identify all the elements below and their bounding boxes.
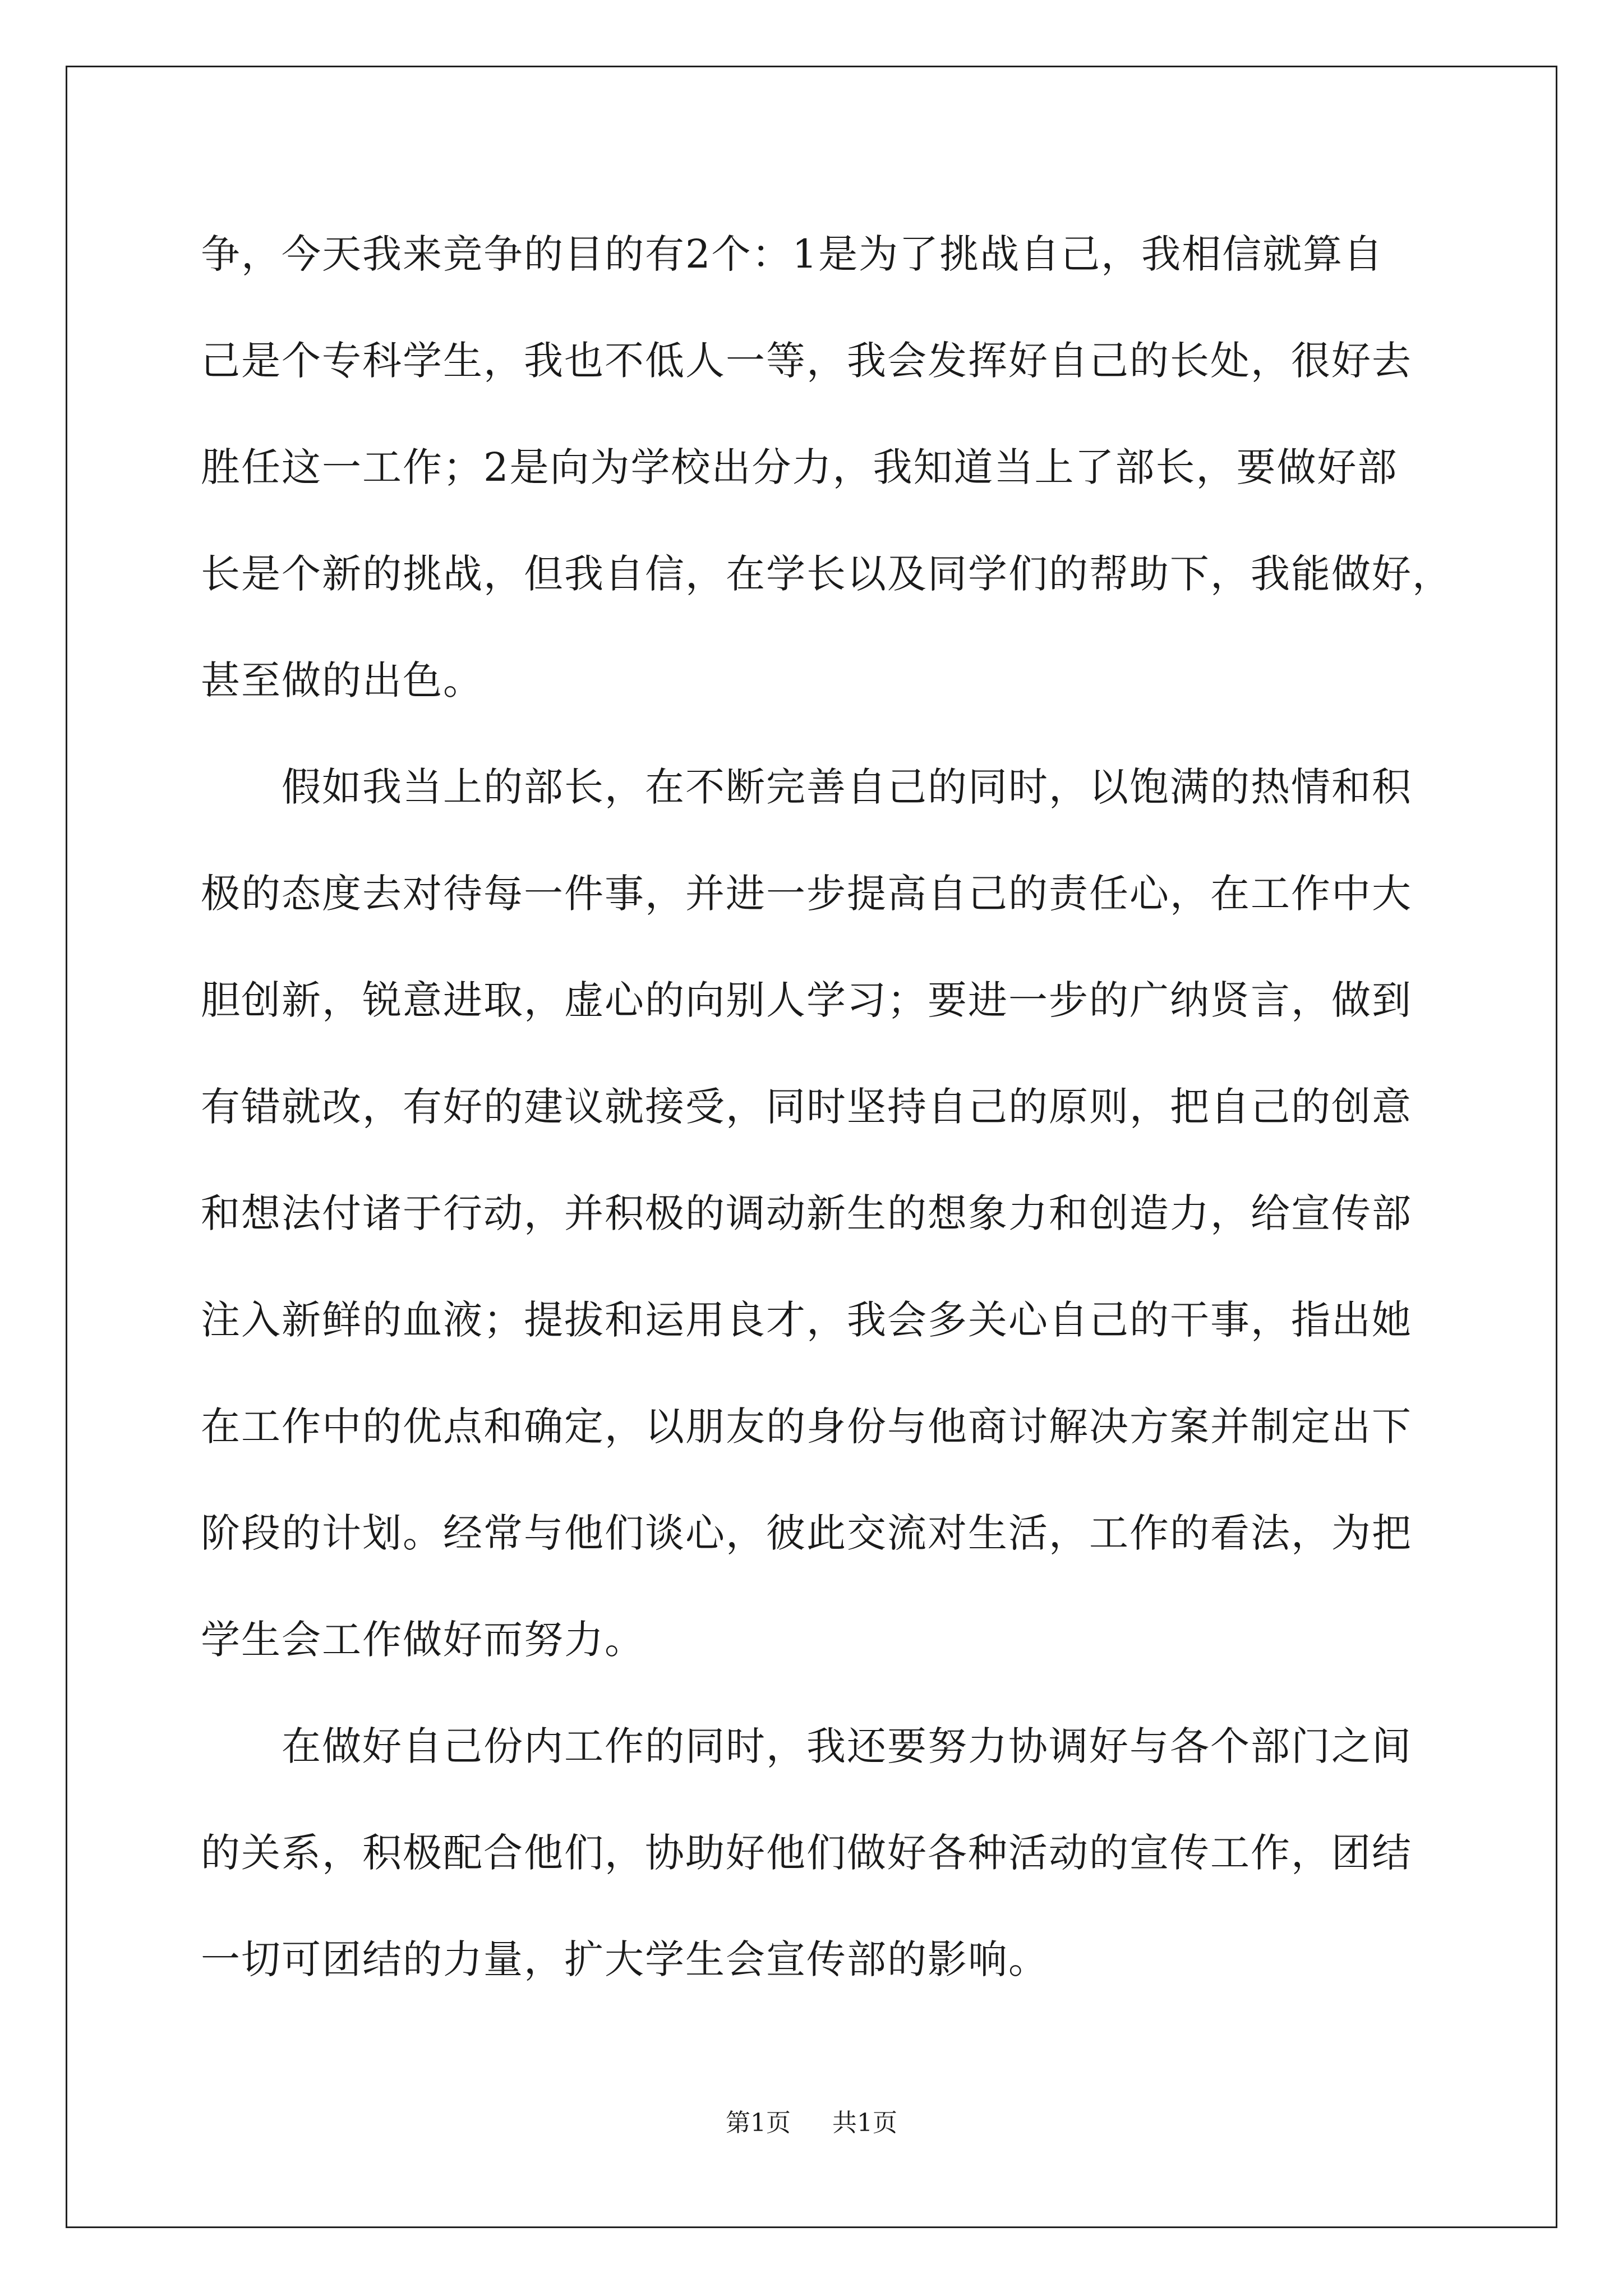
text-line: 有错就改，有好的建议就接受，同时坚持自己的原则，把自己的创意 xyxy=(201,1084,1412,1130)
text-line: 长是个新的挑战，但我自信，在学长以及同学们的帮助下，我能做好， xyxy=(201,551,1453,597)
text-line: 在做好自己份内工作的同时，我还要努力协调好与各个部门之间 xyxy=(201,1723,1412,1769)
document-body xyxy=(201,201,1453,2013)
page-footer xyxy=(0,2106,1623,2140)
text-line: 争，今天我来竞争的目的有2个：1是为了挑战自己，我相信就算自 xyxy=(201,231,1384,277)
text-line: 假如我当上的部长，在不断完善自己的同时，以饱满的热情和积 xyxy=(201,764,1412,810)
text-line: 胜任这一工作；2是向为学校出分力，我知道当上了部长，要做好部 xyxy=(201,444,1398,490)
text-line: 一切可团结的力量，扩大学生会宣传部的影响。 xyxy=(201,1936,1049,1982)
text-line: 和想法付诸于行动，并积极的调动新生的想象力和创造力，给宣传部 xyxy=(201,1190,1412,1236)
text-line: 注入新鲜的血液；提拔和运用良才，我会多关心自己的干事，指出她 xyxy=(201,1297,1412,1343)
text-line: 的关系，积极配合他们，协助好他们做好各种活动的宣传工作，团结 xyxy=(201,1830,1412,1876)
page-number: 第1页 xyxy=(726,2109,791,2137)
page-total: 共1页 xyxy=(832,2109,897,2137)
text-line: 己是个专科学生，我也不低人一等，我会发挥好自己的长处，很好去 xyxy=(201,338,1412,384)
text-line: 在工作中的优点和确定，以朋友的身份与他商讨解决方案并制定出下 xyxy=(201,1404,1412,1450)
text-line: 学生会工作做好而努力。 xyxy=(201,1617,645,1663)
text-line: 甚至做的出色。 xyxy=(201,657,483,703)
text-line: 阶段的计划。经常与他们谈心，彼此交流对生活，工作的看法，为把 xyxy=(201,1510,1412,1556)
text-line: 极的态度去对待每一件事，并进一步提高自己的责任心，在工作中大 xyxy=(201,871,1412,917)
text-line: 胆创新，锐意进取，虚心的向别人学习；要进一步的广纳贤言，做到 xyxy=(201,977,1412,1023)
